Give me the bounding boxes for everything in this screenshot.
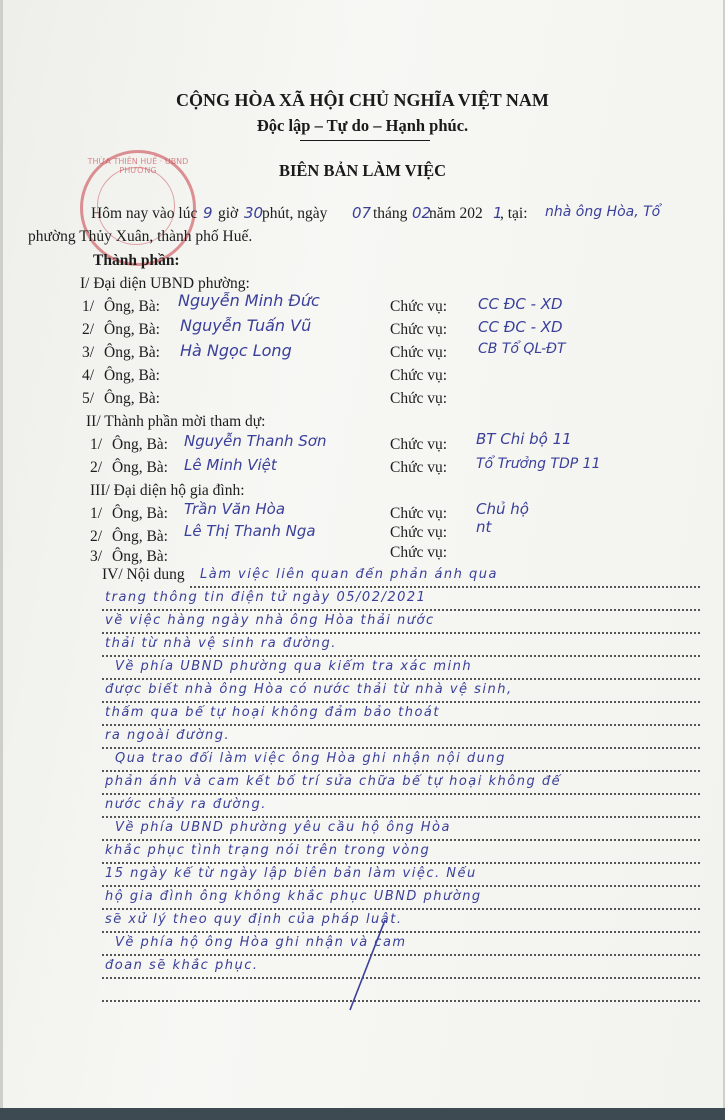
intro-text-a: Hôm nay vào lúc bbox=[91, 205, 198, 222]
content-line: Về phía UBND phường qua kiểm tra xác minh bbox=[115, 659, 473, 674]
intro-text-f: , tại: bbox=[500, 205, 528, 222]
document-motto: Độc lập – Tự do – Hạnh phúc. bbox=[256, 116, 469, 135]
ubnd-member-number: 2/ bbox=[82, 321, 95, 338]
dotted-line bbox=[102, 931, 700, 933]
invited-number: 1/ bbox=[90, 436, 103, 453]
section-invited-heading: II/ Thành phần mời tham dự: bbox=[86, 413, 266, 430]
household-role-label: Chức vụ: bbox=[390, 544, 448, 561]
content-line: sẽ xử lý theo quy định của pháp luật. bbox=[105, 912, 403, 927]
dotted-line bbox=[102, 862, 700, 864]
content-heading: IV/ Nội dung bbox=[102, 566, 185, 583]
intro-minute: 30 bbox=[244, 204, 264, 222]
dotted-line bbox=[102, 609, 700, 611]
household-name: Lê Thị Thanh Nga bbox=[184, 522, 316, 540]
invited-name: Nguyễn Thanh Sơn bbox=[184, 432, 327, 450]
content-line: Về phía hộ ông Hòa ghi nhận và cam bbox=[115, 935, 407, 950]
dotted-line bbox=[102, 678, 700, 680]
ubnd-member-number: 5/ bbox=[82, 390, 95, 407]
ubnd-member-role-label: Chức vụ: bbox=[390, 321, 448, 338]
intro-place: nhà ông Hòa, Tổ bbox=[545, 204, 661, 220]
household-number: 2/ bbox=[90, 528, 103, 545]
ubnd-member-role-label: Chức vụ: bbox=[390, 390, 448, 407]
closing-stroke bbox=[340, 915, 400, 1015]
intro-line2: phường Thủy Xuân, thành phố Huế. bbox=[28, 228, 253, 245]
ubnd-member-label: Ông, Bà: bbox=[104, 367, 160, 384]
ubnd-member-name: Nguyễn Tuấn Vũ bbox=[180, 316, 312, 335]
dotted-line bbox=[102, 632, 700, 634]
ubnd-member-role-label: Chức vụ: bbox=[390, 367, 448, 384]
invited-label: Ông, Bà: bbox=[112, 436, 168, 453]
content-line: phản ánh và cam kết bố trí sửa chữa bể tự hoại không để bbox=[105, 774, 562, 789]
dotted-line bbox=[102, 977, 700, 979]
ubnd-member-role-label: Chức vụ: bbox=[390, 298, 448, 315]
household-number: 1/ bbox=[90, 505, 103, 522]
invited-label: Ông, Bà: bbox=[112, 459, 168, 476]
ubnd-member-number: 3/ bbox=[82, 344, 95, 361]
document-country-header: CỘNG HÒA XÃ HỘI CHỦ NGHĨA VIỆT NAM bbox=[176, 90, 549, 110]
content-line: khắc phục tình trạng nói trên trong vòng bbox=[105, 843, 431, 858]
household-label: Ông, Bà: bbox=[112, 548, 168, 565]
dotted-line bbox=[190, 586, 700, 588]
dotted-line bbox=[102, 885, 700, 887]
intro-hour: 9 bbox=[203, 204, 213, 222]
content-line: Qua trao đổi làm việc ông Hòa ghi nhận nội dung bbox=[115, 751, 506, 766]
intro-month: 02 bbox=[412, 204, 432, 222]
table-surface bbox=[0, 1108, 725, 1120]
stamp-text: THỪA THIÊN HUẾ · UBND PHƯỜNG bbox=[87, 157, 189, 175]
ubnd-member-role-label: Chức vụ: bbox=[390, 344, 448, 361]
content-line: đoan sẽ khắc phục. bbox=[105, 958, 259, 973]
dotted-line bbox=[102, 793, 700, 795]
content-line: 15 ngày kể từ ngày lập biên bản làm việc. Nếu bbox=[105, 866, 477, 881]
ubnd-member-role: CB Tổ QL-ĐT bbox=[478, 341, 566, 357]
content-line: Làm việc liên quan đến phản ánh qua bbox=[200, 567, 498, 582]
dotted-line bbox=[102, 954, 700, 956]
dotted-line bbox=[102, 908, 700, 910]
ubnd-member-label: Ông, Bà: bbox=[104, 390, 160, 407]
section-ubnd-heading: I/ Đại diện UBND phường: bbox=[80, 275, 250, 292]
content-line: Về phía UBND phường yêu cầu hộ ông Hòa bbox=[115, 820, 451, 835]
content-line: hộ gia đình ông không khắc phục UBND phường bbox=[105, 889, 482, 904]
document-title: BIÊN BẢN LÀM VIỆC bbox=[278, 161, 446, 180]
content-line: thải từ nhà vệ sinh ra đường. bbox=[105, 636, 337, 651]
ubnd-member-role: CC ĐC - XD bbox=[478, 318, 563, 336]
dotted-line bbox=[102, 839, 700, 841]
intro-text-d: tháng bbox=[373, 205, 408, 222]
ubnd-member-name: Hà Ngọc Long bbox=[180, 341, 292, 360]
section-household-heading: III/ Đại diện hộ gia đình: bbox=[90, 482, 245, 499]
dotted-line bbox=[102, 770, 700, 772]
ubnd-member-number: 1/ bbox=[82, 298, 95, 315]
intro-text-b: giờ bbox=[218, 205, 239, 222]
household-role: Chủ hộ bbox=[476, 500, 529, 518]
intro-day: 07 bbox=[352, 204, 372, 222]
ubnd-member-number: 4/ bbox=[82, 367, 95, 384]
invited-role: Tổ Trưởng TDP 11 bbox=[476, 456, 601, 472]
household-name: Trần Văn Hòa bbox=[184, 500, 286, 518]
invited-role-label: Chức vụ: bbox=[390, 436, 448, 453]
household-number: 3/ bbox=[90, 548, 103, 565]
dotted-line bbox=[102, 724, 700, 726]
ubnd-member-label: Ông, Bà: bbox=[104, 321, 160, 338]
dotted-line bbox=[102, 655, 700, 657]
content-line: nước chảy ra đường. bbox=[105, 797, 267, 812]
household-role-label: Chức vụ: bbox=[390, 524, 448, 541]
invited-role: BT Chi bộ 11 bbox=[476, 430, 572, 448]
content-line: về việc hàng ngày nhà ông Hòa thải nước bbox=[105, 613, 435, 628]
content-line: được biết nhà ông Hòa có nước thải từ nhà vệ sinh, bbox=[105, 682, 513, 697]
invited-role-label: Chức vụ: bbox=[390, 459, 448, 476]
content-line: trang thông tin điện tử ngày 05/02/2021 bbox=[105, 590, 427, 605]
dotted-line bbox=[102, 747, 700, 749]
ubnd-member-name: Nguyễn Minh Đức bbox=[178, 291, 320, 310]
content-line: thấm qua bể tự hoại không đảm bảo thoát bbox=[105, 705, 440, 720]
dotted-line bbox=[102, 701, 700, 703]
ubnd-member-role: CC ĐC - XD bbox=[478, 295, 563, 313]
ubnd-member-label: Ông, Bà: bbox=[104, 344, 160, 361]
household-label: Ông, Bà: bbox=[112, 505, 168, 522]
invited-name: Lê Minh Việt bbox=[184, 456, 277, 474]
household-label: Ông, Bà: bbox=[112, 528, 168, 545]
household-role-label: Chức vụ: bbox=[390, 505, 448, 522]
composition-heading: Thành phần: bbox=[93, 252, 180, 269]
intro-text-e: năm 202 bbox=[429, 205, 483, 222]
intro-year-digit: 1 bbox=[493, 204, 503, 222]
dotted-line bbox=[102, 1000, 700, 1002]
intro-text-c: phút, ngày bbox=[262, 205, 328, 222]
content-line: ra ngoài đường. bbox=[105, 728, 231, 743]
household-role: nt bbox=[476, 518, 492, 536]
motto-underline bbox=[300, 140, 430, 141]
dotted-line bbox=[102, 816, 700, 818]
invited-number: 2/ bbox=[90, 459, 103, 476]
ubnd-member-label: Ông, Bà: bbox=[104, 298, 160, 315]
